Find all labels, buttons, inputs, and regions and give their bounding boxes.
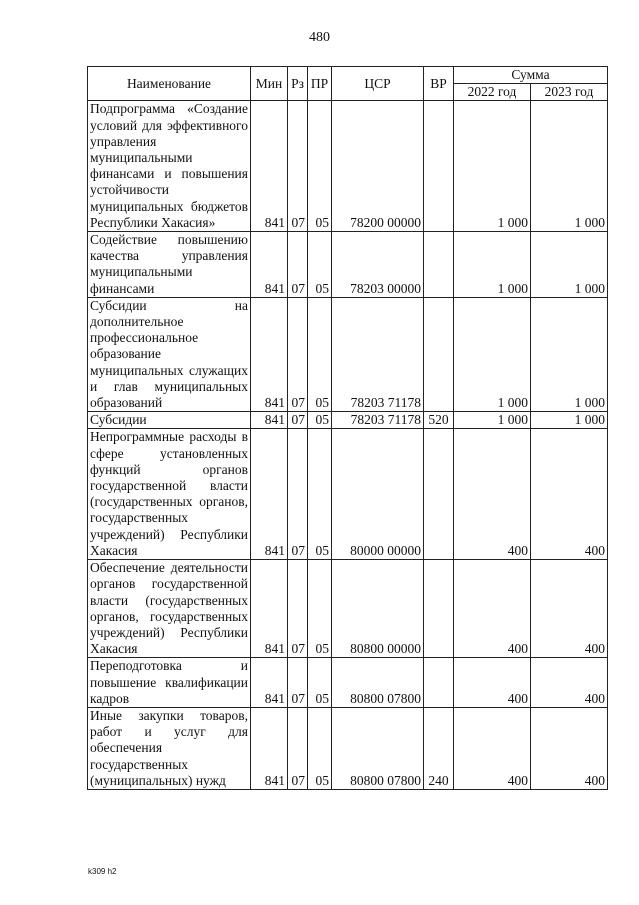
row-2022: 400 <box>454 429 531 560</box>
row-csr: 80800 07800 <box>332 658 424 708</box>
row-name: Субсидии <box>88 412 251 429</box>
row-name: Содействие повышению качества управления муниципальными финансами <box>88 232 251 298</box>
table-row <box>88 429 608 560</box>
row-vr: 520 <box>424 412 454 429</box>
row-rz: 07 <box>288 232 308 298</box>
table-row <box>88 707 608 789</box>
row-2022: 1 000 <box>454 232 531 298</box>
header-csr: ЦСР <box>332 67 424 101</box>
row-csr: 78200 00000 <box>332 101 424 232</box>
header-vr: ВР <box>424 67 454 101</box>
row-name: Обеспечение деятельности органов государственной власти (государственных органов, государственных учреждений) Республики Хакасия <box>88 560 251 658</box>
row-pr: 05 <box>308 429 332 560</box>
header-2022: 2022 год <box>454 84 531 101</box>
row-rz: 07 <box>288 429 308 560</box>
header-sum: Сумма <box>454 67 608 84</box>
row-2023: 1 000 <box>531 412 608 429</box>
page-number: 480 <box>309 30 330 45</box>
row-pr: 05 <box>308 658 332 708</box>
row-2022: 1 000 <box>454 412 531 429</box>
row-vr: 240 <box>424 707 454 789</box>
row-csr: 78203 71178 <box>332 412 424 429</box>
row-2023: 1 000 <box>531 297 608 411</box>
row-name: Переподготовка и повышение квалификации кадров <box>88 658 251 708</box>
row-2023: 400 <box>531 707 608 789</box>
row-min: 841 <box>251 707 288 789</box>
row-min: 841 <box>251 429 288 560</box>
table-row <box>88 412 608 429</box>
table-row <box>88 297 608 411</box>
row-2023: 1 000 <box>531 232 608 298</box>
row-csr: 80800 00000 <box>332 560 424 658</box>
row-vr <box>424 297 454 411</box>
row-name: Непрограммные расходы в сфере установленных функций органов государственной власти (государственных органов, государственных учреждений) Республики Хакасия <box>88 429 251 560</box>
header-pr: ПР <box>308 67 332 101</box>
row-2023: 400 <box>531 658 608 708</box>
row-pr: 05 <box>308 297 332 411</box>
row-min: 841 <box>251 232 288 298</box>
row-2023: 400 <box>531 560 608 658</box>
row-pr: 05 <box>308 560 332 658</box>
row-pr: 05 <box>308 707 332 789</box>
row-pr: 05 <box>308 232 332 298</box>
row-vr <box>424 101 454 232</box>
row-rz: 07 <box>288 707 308 789</box>
row-2023: 1 000 <box>531 101 608 232</box>
row-min: 841 <box>251 297 288 411</box>
row-csr: 78203 71178 <box>332 297 424 411</box>
header-min: Мин <box>251 67 288 101</box>
table-row <box>88 658 608 708</box>
row-2022: 400 <box>454 707 531 789</box>
row-name: Субсидии на дополнительное профессиональное образование муниципальных служащих и глав муниципальных образований <box>88 297 251 411</box>
row-csr: 80800 07800 <box>332 707 424 789</box>
document-code: k309 h2 <box>88 867 117 876</box>
budget-table <box>87 66 608 790</box>
row-name: Иные закупки товаров, работ и услуг для обеспечения государственных (муниципальных) нужд <box>88 707 251 789</box>
row-vr <box>424 429 454 560</box>
row-min: 841 <box>251 412 288 429</box>
row-min: 841 <box>251 101 288 232</box>
table-row <box>88 232 608 298</box>
row-2022: 400 <box>454 560 531 658</box>
row-pr: 05 <box>308 101 332 232</box>
row-pr: 05 <box>308 412 332 429</box>
row-vr <box>424 560 454 658</box>
row-2022: 1 000 <box>454 297 531 411</box>
row-csr: 80000 00000 <box>332 429 424 560</box>
header-2023: 2023 год <box>531 84 608 101</box>
row-rz: 07 <box>288 560 308 658</box>
header-name: Наименование <box>88 67 251 101</box>
table-row <box>88 101 608 232</box>
row-vr <box>424 658 454 708</box>
row-csr: 78203 00000 <box>332 232 424 298</box>
table-header-row <box>88 67 608 84</box>
row-name: Подпрограмма «Создание условий для эффективного управления муниципальными финансами и повышения устойчивости муниципальных бюджетов Республики Хакасия» <box>88 101 251 232</box>
row-rz: 07 <box>288 658 308 708</box>
row-vr <box>424 232 454 298</box>
row-2022: 1 000 <box>454 101 531 232</box>
row-min: 841 <box>251 658 288 708</box>
header-rz: Рз <box>288 67 308 101</box>
table-row <box>88 560 608 658</box>
row-min: 841 <box>251 560 288 658</box>
row-2023: 400 <box>531 429 608 560</box>
row-rz: 07 <box>288 297 308 411</box>
row-rz: 07 <box>288 412 308 429</box>
row-2022: 400 <box>454 658 531 708</box>
row-rz: 07 <box>288 101 308 232</box>
